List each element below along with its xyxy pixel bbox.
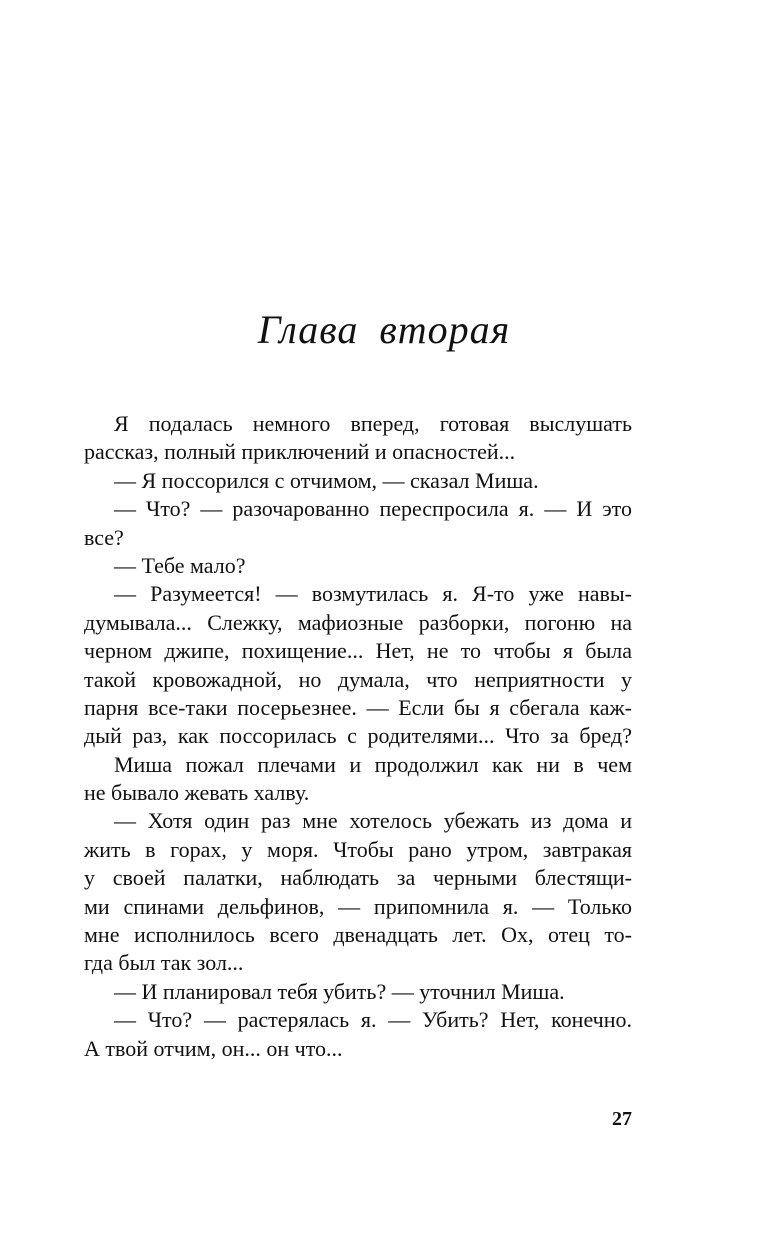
text-line: черном джипе, похищение... Нет, не то чтобы я была <box>84 638 632 664</box>
chapter-title: Глава вторая <box>257 307 511 352</box>
text-line: Я подалась немного вперед, готовая выслушать <box>114 411 632 436</box>
text-line: — Что? — разочарованно переспросила я. — И это <box>114 496 632 522</box>
text-line: — Что? — растерялась я. — Убить? Нет, конечно. <box>114 1007 632 1033</box>
text-line: — И планировал тебя убить? — уточнил Миша. <box>114 978 565 1004</box>
text-line: мне исполнилось всего двенадцать лет. Ох, отец то- <box>84 922 632 948</box>
text-line: такой кровожадной, но думала, что неприятности у <box>84 666 632 692</box>
text-line: дый раз, как поссорилась с родителями... Что за бред? <box>84 723 632 749</box>
text-line: жить в горах, у моря. Чтобы рано утром, завтракая <box>84 836 632 862</box>
text-line: ми спинами дельфинов, — припомнила я. — Только <box>84 893 632 919</box>
text-line: — Тебе мало? <box>114 552 246 578</box>
text-line: думывала... Слежку, мафиозные разборки, погоню на <box>84 609 632 635</box>
text-line: — Разумеется! — возмутилась я. Я-то уже навы- <box>114 581 632 607</box>
text-line: — Хотя один раз мне хотелось убежать из дома и <box>114 808 632 834</box>
text-line: — Я поссорился с отчимом, — сказал Миша. <box>114 467 539 493</box>
text-line: рассказ, полный приключений и опасностей... <box>84 439 516 465</box>
text-line: А твой отчим, он... он что... <box>84 1035 343 1061</box>
text-line: у своей палатки, наблюдать за черными блестящи- <box>84 865 632 891</box>
text-line: все? <box>84 524 124 550</box>
text-line: парня все-таки посерьезнее. — Если бы я сбегала каж- <box>84 694 632 720</box>
text-line: Миша пожал плечами и продолжил как ни в чем <box>114 751 632 777</box>
text-line: гда был так зол... <box>84 950 244 976</box>
page-number: 27 <box>612 1108 632 1130</box>
text-line: не бывало жевать халву. <box>84 780 310 806</box>
body-text <box>84 410 632 1063</box>
